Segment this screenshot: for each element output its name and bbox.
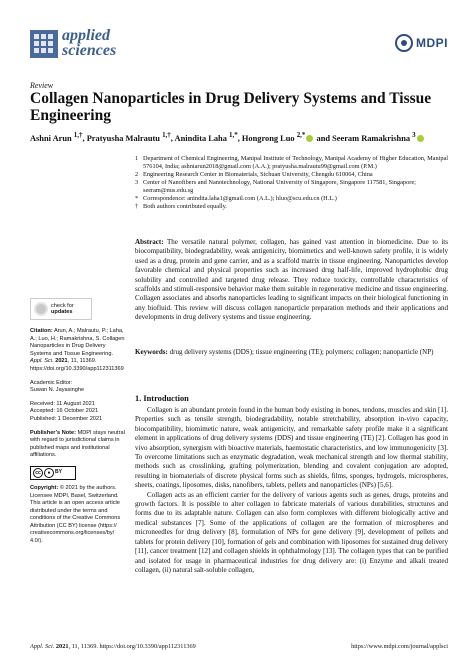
section-heading: 1. Introduction <box>135 394 189 403</box>
author-affiliation-marker: 2,* <box>296 131 306 139</box>
attribution-icon: ● <box>44 468 54 478</box>
orcid-icon[interactable] <box>306 135 313 142</box>
author-name[interactable]: Anindita Laha <box>174 133 227 143</box>
footer-doi[interactable]: , 11, 11369. https://doi.org/10.3390/app112311369 <box>68 643 196 650</box>
copyright-block <box>30 485 126 546</box>
author-affiliation-marker: 1,* <box>229 131 238 139</box>
author-name[interactable]: Seeram Ramakrishna <box>332 133 411 143</box>
affiliation-item <box>135 203 450 211</box>
footer-journal: Appl. Sci. <box>30 643 55 650</box>
accepted-date: Accepted: 16 October 2021 <box>30 408 99 415</box>
published-date: Published: 1 December 2021 <box>30 415 103 422</box>
journal-name-line2: sciences <box>62 42 117 59</box>
keywords <box>135 348 448 357</box>
publisher-logo <box>395 34 448 52</box>
author-separator: , <box>237 133 242 143</box>
author-affiliation-marker: 1,† <box>162 131 171 139</box>
author-name[interactable]: Hongrong Luo <box>241 133 295 143</box>
citation-doi[interactable]: , 11, 11369. https://doi.org/10.3390/app112311369 <box>30 358 124 372</box>
check-updates-label <box>51 303 74 316</box>
abstract-label: Abstract: <box>135 238 164 246</box>
dates-block <box>30 401 126 424</box>
affiliation-text: Engineering Research Center in Biomaterials, Sichuan University, Chengdu 610064, China <box>143 171 373 178</box>
citation-label: Citation: <box>30 328 53 334</box>
paragraph: Collagen acts as an efficient carrier for the delivery of various agents such as genes, drugs, proteins and growth factors. It is possible to alter collagen to fabricate materials of various durabilities, structures and forms due to its adaptable nature. Collagen can also form complexes with different biologically active and medical substances [7]. Some of the applications of collagen are the formation of microspheres and microneedles for drug delivery [8], formulation of NPs for gene delivery [9], development of pellets and tablets for protein delivery [10], formation of gels and combination with liposomes for sustained drug delivery [11], cancer treatment [12] and collagen shields in ophthalmology [13]. The collagen types that can be purified and isolated for usage in pharmaceutical industries for drug delivery are: (i) Enzyme and alkali treated collagen, (ii) natural salt-soluble collagen, <box>135 490 448 574</box>
publisher-name: MDPI <box>416 36 448 50</box>
author-affiliation-marker: 1,† <box>73 131 83 139</box>
footer-citation <box>30 643 196 650</box>
editor-name: Suwan N. Jayasinghe <box>30 387 85 394</box>
journal-name-line1: applied <box>62 27 110 44</box>
citation-block <box>30 328 126 374</box>
affiliation-item <box>135 155 450 171</box>
check-for-updates-button[interactable] <box>30 298 92 320</box>
introduction-body <box>135 406 448 575</box>
affiliation-number: † <box>135 203 139 210</box>
cc-icon: cc <box>33 468 43 478</box>
page-header <box>30 27 448 76</box>
affiliation-item <box>135 171 450 179</box>
affiliation-text: Correspondence: anindita.laha1@gmail.com (A.L.); hluo@scu.edu.cn (H.L.) <box>143 195 337 202</box>
publisher-note-label: Publisher’s Note: <box>30 429 77 436</box>
author-list <box>30 130 460 144</box>
affiliation-item <box>135 179 450 195</box>
affiliation-item <box>135 195 450 203</box>
keywords-label: Keywords: <box>135 348 168 356</box>
author-separator: and <box>314 133 333 143</box>
affiliation-number: 3 <box>135 179 139 186</box>
affiliation-number: 1 <box>135 155 139 162</box>
citation-year: 2021 <box>55 358 68 365</box>
editor-label: Academic Editor: <box>30 379 73 386</box>
author-separator: , <box>82 133 87 143</box>
publisher-note-text: MDPI stays neutral with regard to jurisdictional claims in published maps and institutional affiliations. <box>30 429 125 459</box>
check-updates-line1: check for <box>51 302 74 309</box>
page-footer <box>30 643 448 650</box>
article-title: Collagen Nanoparticles in Drug Delivery Systems and Tissue Engineering <box>30 90 432 124</box>
author-name[interactable]: Pratyusha Malrautu <box>86 133 160 143</box>
article-sidebar <box>30 298 126 552</box>
affiliation-text: Center of Nanofibers and Nanotechnology, National University of Singapore, Singapore 117581, Singapore; seeram@nus.edu.sg <box>143 179 416 194</box>
academic-editor-block <box>30 380 126 395</box>
footer-year: 2021 <box>55 643 69 650</box>
journal-name <box>62 28 116 58</box>
author-name[interactable]: Ashni Arun <box>30 133 72 143</box>
copyright-text: © 2021 by the authors. Licensee MDPI, Basel, Switzerland. This article is an open access article distributed under the terms and conditions of the Creative Commons Attribution (CC BY) license (https:// creativecommons.org/licenses/by/ 4.0/). <box>30 484 121 545</box>
citation-text: Arun, A.; Malrautu, P.; Laha, A.; Luo, H.; Ramakrishna, S. Collagen Nanoparticles in Drug Delivery Systems and Tissue Engineering. <box>30 328 125 357</box>
affiliation-number: 2 <box>135 171 139 178</box>
cc-by-license-icon[interactable] <box>30 466 76 480</box>
mdpi-logo-icon <box>395 34 413 52</box>
orcid-icon[interactable] <box>417 135 424 142</box>
citation-journal: Appl. Sci. <box>30 358 54 365</box>
affiliation-text: Both authors contributed equally. <box>143 203 227 210</box>
check-updates-line2: updates <box>51 309 73 315</box>
author-separator: , <box>170 133 175 143</box>
abstract-text: The versatile natural polymer, collagen, has gained vast attention in biomedicine. Due to its biocompatibility, biodegradability, weak antigenicity, biomimetics and well-known safety profile, it is widely used as a drug, protein and gene carrier, and as a scaffold matrix in tissue engineering. Nanoparticles develop favorable chemical and physical properties such as increased drug half-life, improved hydrophobic drug solubility and controlled and targeted drug release. They reduce toxicity, controllable characteristics of scaffolds and stimuli-responsive behavior make them suitable in regenerative medicine and tissue engineering. Collagen associates and absorbs nanoparticles leading to significant impacts on their biological functioning in any biofluid. This review will discuss collagen nanoparticle preparation methods and their applications and developments in drug delivery systems and tissue engineering. <box>135 238 448 322</box>
article-type: Review <box>30 81 54 90</box>
author-affiliation-marker: 3 <box>412 131 416 139</box>
check-updates-icon <box>34 302 48 316</box>
received-date: Received: 11 August 2021 <box>30 400 95 407</box>
cc-by-label: BY <box>55 469 62 476</box>
paragraph: Collagen is an abundant protein found in the human body existing in bones, tendons, muscles and skin [1]. Properties such as tensile strength, biodegradability, notable stretchability, absorption in-vivo capacity, biocompatibility, biomimetic nature, weak antigenicity, and remarkable safety profile make it a significant element in applications of drug delivery systems (DDS) and tissue engineering (TE) [2]. Collagen has good in vivo absorption, synergism with bioactive materials, haemostatic characteristics, and low immunogenicity [3]. To overcome limitations such as enzymatic degradation, weak mechanical strength and low thermal stability, methods such as crosslinking, grafting polymerization, blending and covalent conjugation are adopted, resulting in biomaterials of discrete physical forms such as shields, films, sponges, hydrogels, microspheres, sheets, coatings, liposomes, disks, nanofibers, tablets, pellets and nanoparticles (NPs) [5,6]. <box>135 406 448 490</box>
affiliations <box>135 155 450 211</box>
publisher-note-block <box>30 430 126 460</box>
copyright-label: Copyright: <box>30 484 59 491</box>
footer-journal-url[interactable]: https://www.mdpi.com/journal/applsci <box>351 643 448 650</box>
journal-grid-logo-icon <box>30 30 58 58</box>
affiliation-text: Department of Chemical Engineering, Manipal Institute of Technology, Manipal Academy of Higher Education, Manipal 576104, India; ashniarun2018@gmail.com (A.A.); pratyusha.malrautu99@gmail.com (P.M.) <box>143 155 449 170</box>
keywords-text: drug delivery systems (DDS); tissue engineering (TE); polymers; collagen; nanoparticle (NP) <box>169 348 434 356</box>
affiliation-number: * <box>135 195 139 202</box>
abstract <box>135 238 448 323</box>
